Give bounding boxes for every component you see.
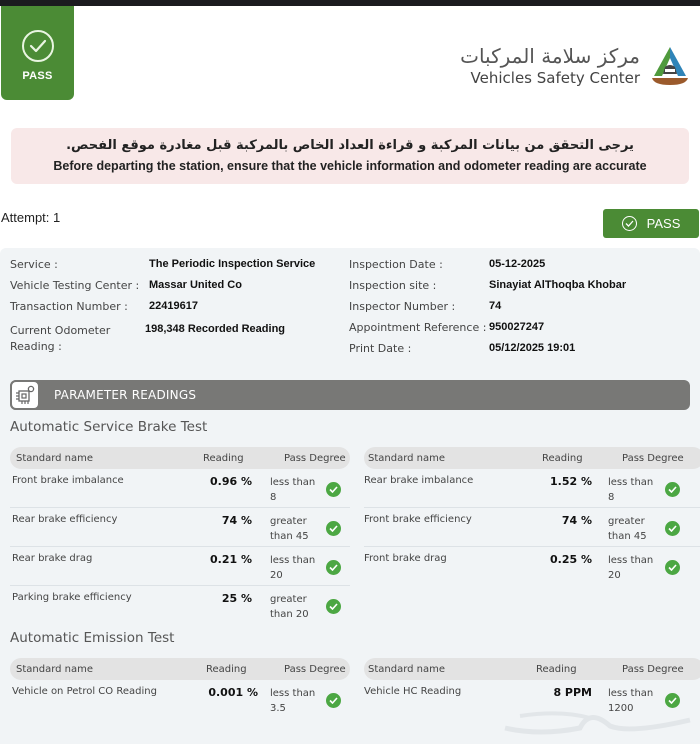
standard-name: Front brake efficiency (364, 514, 472, 525)
column-degree: Pass Degree (622, 452, 684, 464)
info-key: Inspector Number : (349, 300, 456, 313)
standard-name: Vehicle HC Reading (364, 686, 462, 697)
standard-name: Rear brake imbalance (364, 475, 474, 486)
info-row-inspection-site (349, 279, 626, 300)
check-icon (665, 521, 680, 536)
pass-result-button[interactable] (603, 209, 699, 238)
info-value: Massar United Co (149, 279, 242, 291)
info-row-transaction-number (10, 300, 315, 321)
info-value: 05/12/2025 19:01 (489, 342, 576, 354)
pass-tag-label: PASS (22, 70, 53, 82)
logo-english-text: Vehicles Safety Center (470, 69, 640, 87)
watermark-logo-icon (500, 698, 700, 738)
table-row (10, 469, 350, 508)
reading-value: 74 % (561, 514, 592, 527)
check-icon (326, 693, 341, 708)
verification-notice (11, 128, 689, 184)
notice-english: Before departing the station, ensure that the vehicle information and odometer reading are accurate (53, 159, 647, 173)
info-row-service (10, 258, 315, 279)
inspection-info-right (349, 258, 626, 363)
column-degree: Pass Degree (284, 663, 346, 675)
info-key: Vehicle Testing Center : (10, 279, 140, 292)
standard-name: Front brake drag (364, 553, 447, 564)
info-key: Print Date : (349, 342, 412, 355)
info-value: 74 (489, 300, 502, 312)
info-key: Inspection site : (349, 279, 437, 292)
check-icon (665, 560, 680, 575)
info-row-print-date (349, 342, 626, 363)
reading-value: 8 PPM (553, 686, 592, 699)
pass-degree: less than 1200 (608, 688, 654, 714)
chip-settings-icon (10, 380, 40, 410)
table-header (10, 658, 350, 680)
logo-arabic-text: مركز سلامة المركبات (460, 44, 640, 68)
table-header (364, 447, 700, 469)
emission-test-title: Automatic Emission Test (10, 630, 175, 646)
info-value: 198,348 Recorded Reading (145, 323, 286, 335)
info-key: Transaction Number : (10, 300, 128, 313)
pass-degree: less than 3.5 (270, 688, 316, 714)
brake-test-table-right (364, 447, 700, 586)
check-icon (326, 482, 341, 497)
standard-name: Rear brake drag (12, 553, 93, 564)
table-row (364, 469, 700, 508)
logo-emblem-icon (648, 44, 692, 88)
column-name: Standard name (16, 663, 94, 675)
info-value: 950027247 (489, 321, 545, 333)
table-row (10, 508, 350, 547)
parameter-readings-header (10, 380, 690, 410)
table-row (10, 547, 350, 586)
info-key: Appointment Reference : (349, 321, 487, 334)
reading-value: 74 % (221, 514, 252, 527)
pass-degree: less than 8 (608, 477, 654, 503)
table-row (364, 547, 700, 586)
column-name: Standard name (16, 452, 94, 464)
check-circle-icon (622, 216, 637, 231)
table-row (364, 508, 700, 547)
table-header (10, 447, 350, 469)
check-icon (326, 599, 341, 614)
check-icon (326, 560, 341, 575)
attempt-label: Attempt: 1 (1, 210, 61, 225)
info-row-inspector-number (349, 300, 626, 321)
info-row-appointment-reference (349, 321, 626, 342)
pass-degree: less than 20 (270, 555, 316, 581)
column-degree: Pass Degree (622, 663, 684, 675)
info-value: 22419617 (149, 300, 198, 312)
vehicles-safety-center-logo (460, 44, 692, 88)
standard-name: Parking brake efficiency (12, 592, 132, 603)
emission-test-table-left (10, 658, 350, 719)
section-title: PARAMETER READINGS (54, 388, 197, 402)
notice-arabic: يرجى التحقق من بيانات المركبة و قراءة العداد الخاص بالمركبة قبل مغادرة موقع الفحص. (66, 138, 634, 153)
check-icon (326, 521, 341, 536)
reading-value: 25 % (221, 592, 252, 605)
reading-value: 1.52 % (550, 475, 592, 488)
column-reading: Reading (542, 452, 583, 464)
info-row-inspection-date (349, 258, 626, 279)
info-key: Current Odometer Reading : (10, 324, 111, 353)
info-value: Sinayiat AlThoqba Khobar (489, 279, 627, 291)
reading-value: 0.21 % (210, 553, 252, 566)
standard-name: Front brake imbalance (12, 475, 124, 486)
column-name: Standard name (368, 452, 446, 464)
pass-status-tag (1, 6, 74, 100)
pass-degree: greater than 45 (608, 516, 647, 542)
pass-button-label: PASS (646, 216, 681, 231)
table-row (10, 680, 350, 719)
info-value: 05-12-2025 (489, 258, 546, 270)
info-key: Service : (10, 258, 58, 271)
info-value: The Periodic Inspection Service (149, 258, 316, 270)
pass-degree: less than 20 (608, 555, 654, 581)
check-circle-icon (22, 30, 54, 62)
reading-value: 0.001 % (208, 686, 258, 699)
pass-degree: less than 8 (270, 477, 316, 503)
pass-degree: greater than 45 (270, 516, 309, 542)
reading-value: 0.96 % (210, 475, 252, 488)
check-icon (665, 482, 680, 497)
column-reading: Reading (203, 452, 244, 464)
top-bar (0, 0, 700, 6)
table-row (10, 586, 350, 625)
reading-value: 0.25 % (550, 553, 592, 566)
table-header (364, 658, 700, 680)
standard-name: Vehicle on Petrol CO Reading (12, 686, 157, 697)
column-name: Standard name (368, 663, 446, 675)
info-key: Inspection Date : (349, 258, 443, 271)
info-row-odometer (10, 323, 315, 363)
column-reading: Reading (536, 663, 577, 675)
info-row-testing-center (10, 279, 315, 300)
standard-name: Rear brake efficiency (12, 514, 118, 525)
column-reading: Reading (206, 663, 247, 675)
brake-test-table-left (10, 447, 350, 625)
inspection-info-left (10, 258, 315, 363)
brake-test-title: Automatic Service Brake Test (10, 419, 208, 435)
pass-degree: greater than 20 (270, 594, 309, 620)
column-degree: Pass Degree (284, 452, 346, 464)
